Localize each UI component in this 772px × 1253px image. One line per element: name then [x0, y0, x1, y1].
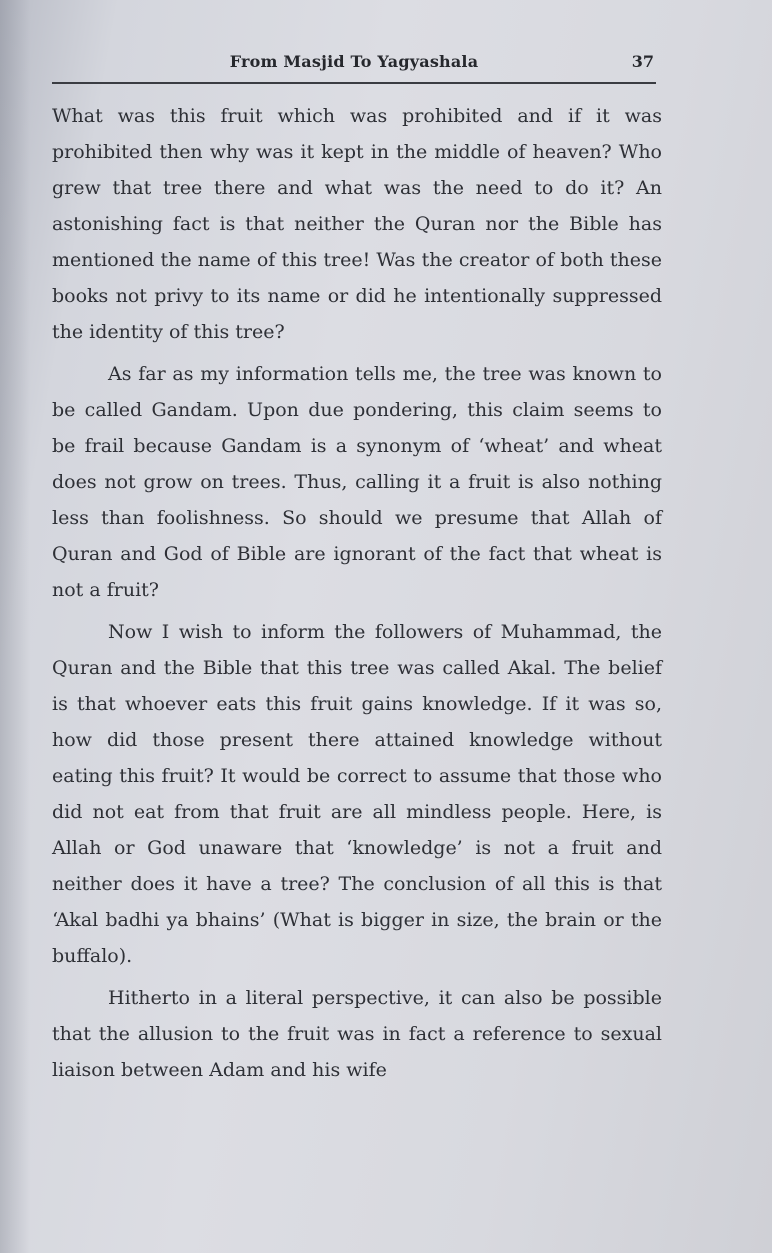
- running-head: [52, 52, 656, 84]
- book-title: From Masjid To Yagyashala: [229, 52, 479, 71]
- paragraph-4: Hitherto in a literal perspective, it can also be possible that the allusion to the fruit was in fact a reference to sexual liaison between Adam and his wife: [52, 987, 662, 1081]
- page-number: 37: [631, 52, 654, 71]
- paragraph-3: Now I wish to inform the followers of Muhammad, the Quran and the Bible that this tree was called Akal. The belief is that whoever eats this fruit gains knowledge. If it was so, how did those present there attained knowledge without eating this fruit? It would be correct to assume that those who did not eat from that fruit are all mindless people. Here, is Allah or God unaware that ‘knowledge’ is not a fruit and neither does it have a tree? The conclusion of all this is that ‘Akal badhi ya bhains’ (What is bigger in size, the brain or the buffalo).: [52, 621, 662, 967]
- body-text: [52, 98, 662, 1088]
- paragraph-1: What was this fruit which was prohibited and if it was prohibited then why was it kept in the middle of heaven? Who grew that tree there and what was the need to do it? An astonishing fact is that neither the Quran nor the Bible has mentioned the name of this tree! Was the creator of both these books not privy to its name or did he intentionally suppressed the identity of this tree?: [52, 105, 662, 343]
- paragraph-2: As far as my information tells me, the tree was known to be called Gandam. Upon due pondering, this claim seems to be frail because Gandam is a synonym of ‘wheat’ and wheat does not grow on trees. Thus, calling it a fruit is also nothing less than foolishness. So should we presume that Allah of Quran and God of Bible are ignorant of the fact that wheat is not a fruit?: [52, 363, 662, 601]
- spine-shadow: [0, 0, 30, 1253]
